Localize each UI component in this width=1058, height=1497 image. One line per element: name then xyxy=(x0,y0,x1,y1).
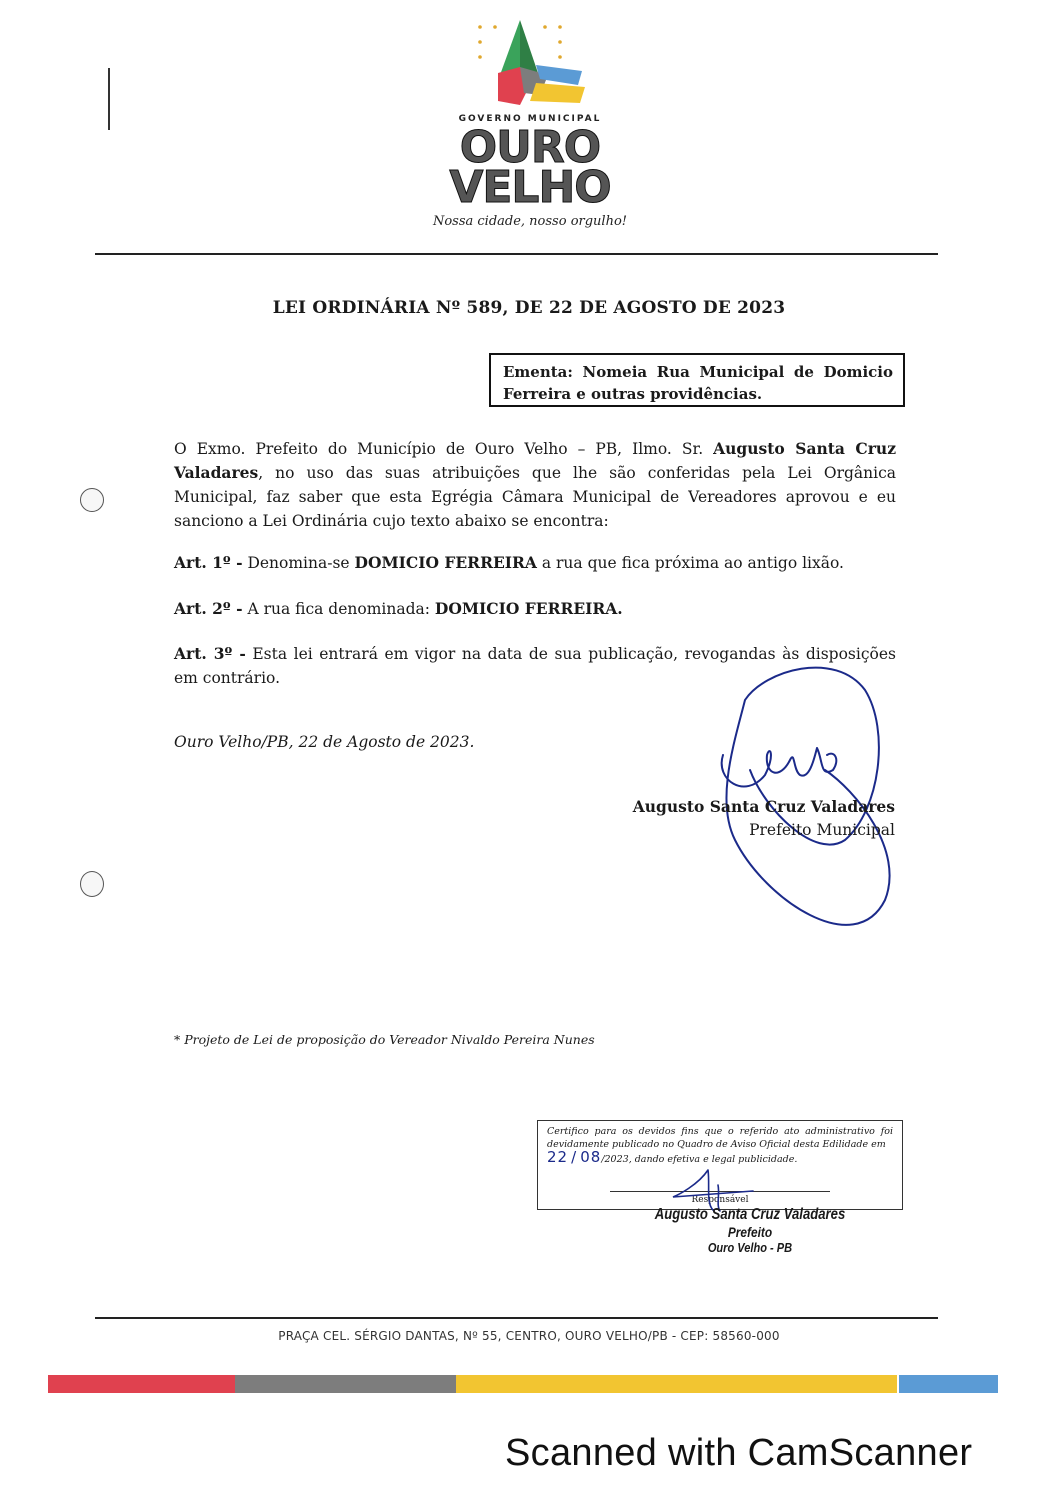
responsible-label: Responsável xyxy=(691,1195,749,1205)
logo-wordmark-line1: OURO xyxy=(459,122,601,173)
article-label: Art. 1º - xyxy=(174,553,243,572)
article-1 xyxy=(174,551,896,575)
header-divider xyxy=(95,253,938,255)
certificate-date-separator: / xyxy=(571,1148,578,1166)
logo-wordmark-line2: VELHO xyxy=(449,162,611,213)
margin-mark xyxy=(108,68,110,130)
certificate-date-line xyxy=(547,1148,893,1166)
color-bar-blue xyxy=(899,1375,998,1393)
publication-certificate xyxy=(537,1120,903,1210)
color-bar-red xyxy=(48,1375,235,1393)
street-name: DOMICIO FERREIRA xyxy=(354,553,537,572)
signer-role: Prefeito Municipal xyxy=(749,821,895,839)
logo-slogan: Nossa cidade, nosso orgulho! xyxy=(432,214,628,229)
intro-text-end: , no uso das suas atribuições que lhe são conferidas pela Lei Orgânica Municipal, faz saber que esta Egrégia Câmara Municipal de Vereadores aprovou e eu sanciono a Lei Ordinária cujo texto abaixo se encontra: xyxy=(174,464,896,530)
article-2 xyxy=(174,597,896,621)
punch-hole xyxy=(80,871,104,897)
mayor-name: Augusto Santa Cruz Valadares xyxy=(174,439,897,482)
signer-name: Augusto Santa Cruz Valadares xyxy=(632,797,895,816)
logo-government-label: GOVERNO MUNICIPAL xyxy=(458,114,602,124)
color-bar-yellow xyxy=(456,1375,897,1393)
intro-paragraph xyxy=(174,437,896,533)
footer-address: PRAÇA CEL. SÉRGIO DANTAS, Nº 55, CENTRO, OURO VELHO/PB - CEP: 58560-000 xyxy=(278,1329,780,1343)
article-label: Art. 2º - xyxy=(174,599,243,618)
intro-text-start: O Exmo. Prefeito do Município de Ouro Velho – PB, Ilmo. Sr. xyxy=(174,440,714,458)
place-date: Ouro Velho/PB, 22 de Agosto de 2023. xyxy=(174,733,475,751)
article-text: Denomina-se xyxy=(242,554,355,572)
stamp-name: Augusto Santa Cruz Valadares xyxy=(654,1206,846,1223)
article-label: Art. 3º - xyxy=(174,644,246,663)
mayor-stamp xyxy=(600,1206,900,1255)
camscanner-watermark: Scanned with CamScanner xyxy=(505,1432,973,1474)
article-text: A rua fica denominada: xyxy=(242,600,435,618)
footer-divider xyxy=(95,1317,938,1319)
punch-hole xyxy=(80,488,104,512)
street-name: DOMICIO FERREIRA. xyxy=(434,599,623,618)
ementa-text: Ementa: Nomeia Rua Municipal de Domicio Ferreira e outras providências. xyxy=(503,363,893,403)
footnote: * Projeto de Lei de proposição do Vereador Nivaldo Pereira Nunes xyxy=(174,1032,595,1047)
certificate-text: Certifico para os devidos fins que o referido ato administrativo foi devidamente publicado no Quadro de Aviso Oficial desta Edilidade em xyxy=(547,1126,893,1150)
color-bar-gray xyxy=(235,1375,456,1393)
article-text: a rua que fica próxima ao antigo lixão. xyxy=(536,554,844,572)
article-text: Esta lei entrará em vigor na data de sua publicação, revogandas às disposições em contrário. xyxy=(174,645,896,687)
certificate-text-end: /2023, dando efetiva e legal publicidade. xyxy=(601,1154,798,1165)
ementa-box xyxy=(489,353,905,407)
certificate-day: 22 xyxy=(547,1148,569,1166)
stamp-city: Ouro Velho - PB xyxy=(707,1240,793,1255)
stamp-role: Prefeito xyxy=(727,1224,773,1240)
certificate-month: 08 xyxy=(580,1148,602,1166)
law-title: LEI ORDINÁRIA Nº 589, DE 22 DE AGOSTO DE 2023 xyxy=(272,298,786,318)
